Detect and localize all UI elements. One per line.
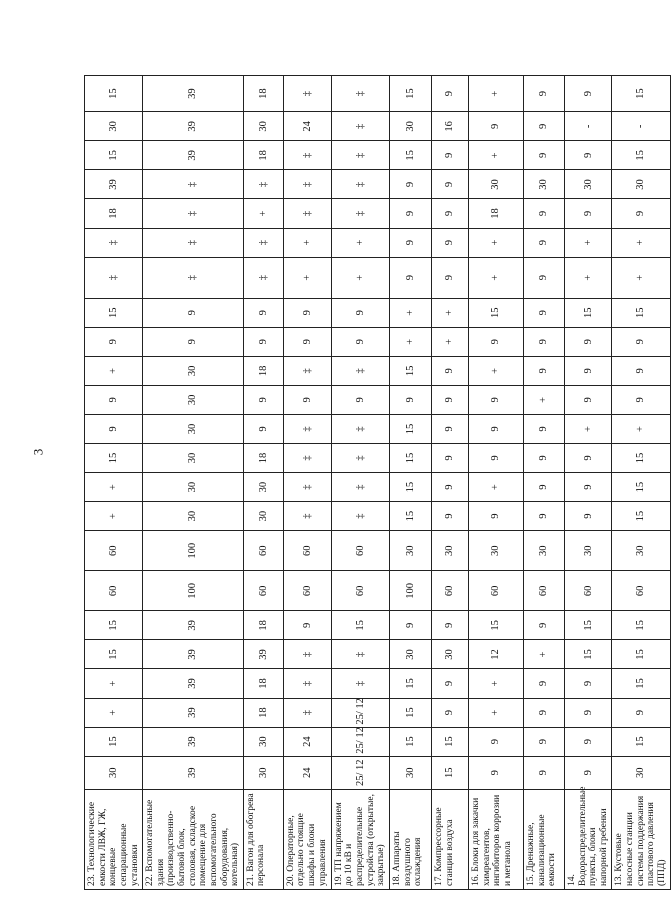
table-cell: ‡ bbox=[331, 76, 389, 112]
table-cell: 30 bbox=[143, 385, 244, 414]
table-cell: ‡ bbox=[143, 228, 244, 257]
table-cell: 9 bbox=[143, 327, 244, 356]
table-cell: 9 bbox=[523, 444, 564, 473]
table-cell: 9 bbox=[564, 385, 612, 414]
table-cell: 9 bbox=[523, 502, 564, 531]
table-cell: ‡ bbox=[331, 502, 389, 531]
table-cell: 9 bbox=[468, 414, 523, 443]
table-cell: 100 bbox=[143, 531, 244, 571]
table-cell: ‡ bbox=[331, 356, 389, 385]
table-cell: 30 bbox=[243, 756, 283, 789]
table-cell: 9 bbox=[468, 444, 523, 473]
table-cell: 9 bbox=[564, 356, 612, 385]
table-cell: 30 bbox=[431, 531, 468, 571]
table-cell: ‡ bbox=[283, 640, 331, 669]
table-cell: 39 bbox=[85, 170, 143, 199]
table-cell: + bbox=[283, 228, 331, 257]
table-cell: 15 bbox=[612, 611, 670, 640]
table-cell: 15 bbox=[85, 444, 143, 473]
table-row bbox=[331, 76, 389, 890]
page-number: 3 bbox=[30, 448, 46, 456]
table-cell: 30 bbox=[389, 640, 431, 669]
table-cell: 15 bbox=[85, 640, 143, 669]
table-cell: 9 bbox=[523, 669, 564, 698]
row-label: 19. ТП напряжением до 10 кВ и распределительные устройства (открытые, закрытые) bbox=[331, 789, 389, 889]
table-cell: 30 bbox=[143, 502, 244, 531]
table-cell: 9 bbox=[523, 112, 564, 141]
table-cell: 60 bbox=[331, 531, 389, 571]
rotated-sheet bbox=[84, 75, 667, 890]
rotated-table-wrapper bbox=[84, 75, 667, 890]
table-row bbox=[431, 76, 468, 890]
table-cell: 9 bbox=[564, 502, 612, 531]
table-cell: ‡ bbox=[331, 170, 389, 199]
table-cell: 9 bbox=[564, 727, 612, 756]
table-cell: 9 bbox=[431, 385, 468, 414]
table-cell: 30 bbox=[564, 531, 612, 571]
table-cell: 15 bbox=[389, 414, 431, 443]
table-cell: 9 bbox=[283, 611, 331, 640]
table-cell: 15 bbox=[85, 141, 143, 170]
table-cell: 9 bbox=[564, 756, 612, 789]
table-cell: ‡ bbox=[331, 669, 389, 698]
table-cell: 9 bbox=[564, 199, 612, 228]
table-cell: 25/ 12 bbox=[331, 727, 389, 756]
table-cell: 9 bbox=[85, 327, 143, 356]
table-cell: 30 bbox=[85, 112, 143, 141]
table-row bbox=[564, 76, 612, 890]
table-cell: 100 bbox=[143, 571, 244, 611]
table-cell: 9 bbox=[612, 199, 670, 228]
table-cell: ‡ bbox=[283, 199, 331, 228]
table-cell: 30 bbox=[564, 170, 612, 199]
table-cell: ‡ bbox=[243, 257, 283, 298]
table-cell: ‡ bbox=[331, 473, 389, 502]
row-label: 13. Кустовые насосные станции системы поддержания пластового давления (ППД) bbox=[612, 789, 670, 889]
table-cell: 15 bbox=[389, 444, 431, 473]
table-cell: 15 bbox=[564, 298, 612, 327]
table-cell: 18 bbox=[243, 76, 283, 112]
table-cell: + bbox=[564, 414, 612, 443]
table-cell: 9 bbox=[468, 327, 523, 356]
table-cell: 60 bbox=[431, 571, 468, 611]
table-cell: 15 bbox=[612, 298, 670, 327]
table-cell: 60 bbox=[283, 571, 331, 611]
table-cell: 9 bbox=[243, 327, 283, 356]
table-cell: 9 bbox=[564, 327, 612, 356]
table-cell: 15 bbox=[389, 669, 431, 698]
row-label: 17. Компрессорные станции воздуха bbox=[431, 789, 468, 889]
table-cell: ‡ bbox=[283, 669, 331, 698]
table-cell: 39 bbox=[143, 698, 244, 727]
table-row bbox=[523, 76, 564, 890]
table-cell: 9 bbox=[431, 170, 468, 199]
table-cell: 9 bbox=[431, 611, 468, 640]
table-cell: ‡ bbox=[331, 414, 389, 443]
table-cell: 30 bbox=[523, 531, 564, 571]
table-cell: 15 bbox=[612, 76, 670, 112]
table-cell: 18 bbox=[243, 669, 283, 698]
row-label: 14. Водораспределительные пункты, блоки напорной гребенки bbox=[564, 789, 612, 889]
table-cell: 9 bbox=[431, 257, 468, 298]
table-row bbox=[468, 76, 523, 890]
table-cell: 15 bbox=[389, 76, 431, 112]
table-cell: 9 bbox=[431, 473, 468, 502]
table-cell: 60 bbox=[243, 531, 283, 571]
table-cell: 18 bbox=[243, 444, 283, 473]
table-cell: 30 bbox=[143, 414, 244, 443]
table-cell: 15 bbox=[612, 669, 670, 698]
table-cell: ‡ bbox=[283, 141, 331, 170]
row-label: 18. Аппараты воздушного охлаждения bbox=[389, 789, 431, 889]
table-cell: 9 bbox=[612, 327, 670, 356]
table-cell: ‡ bbox=[283, 414, 331, 443]
table-cell: 9 bbox=[431, 669, 468, 698]
table-cell: 60 bbox=[523, 571, 564, 611]
table-cell: + bbox=[283, 257, 331, 298]
table-cell: 9 bbox=[468, 112, 523, 141]
table-cell: 9 bbox=[523, 141, 564, 170]
table-cell: 9 bbox=[523, 228, 564, 257]
table-cell: + bbox=[85, 502, 143, 531]
table-cell: 9 bbox=[523, 199, 564, 228]
table-row bbox=[85, 76, 143, 890]
table-cell: 39 bbox=[143, 669, 244, 698]
table-cell: 9 bbox=[523, 473, 564, 502]
table-cell: + bbox=[389, 298, 431, 327]
table-cell: 9 bbox=[431, 356, 468, 385]
table-cell: ‡ bbox=[243, 170, 283, 199]
table-cell: 9 bbox=[523, 327, 564, 356]
row-label: 16. Блоки для закачки химреагентов, ингибиторов коррозии и метанола bbox=[468, 789, 523, 889]
table-cell: ‡ bbox=[143, 199, 244, 228]
table-cell: 15 bbox=[564, 640, 612, 669]
table-cell: 39 bbox=[143, 112, 244, 141]
table-cell: 15 bbox=[85, 76, 143, 112]
table-cell: + bbox=[85, 669, 143, 698]
table-cell: 24 bbox=[283, 112, 331, 141]
table-cell: 9 bbox=[523, 356, 564, 385]
table-cell: 39 bbox=[143, 756, 244, 789]
table-cell: 9 bbox=[431, 141, 468, 170]
table-cell: 15 bbox=[612, 141, 670, 170]
table-cell: + bbox=[564, 228, 612, 257]
table-cell: 9 bbox=[243, 298, 283, 327]
table-cell: - bbox=[564, 112, 612, 141]
table-cell: 15 bbox=[85, 611, 143, 640]
table-cell: 9 bbox=[431, 76, 468, 112]
table-cell: 15 bbox=[389, 502, 431, 531]
table-cell: ‡ bbox=[283, 356, 331, 385]
table-cell: ‡ bbox=[283, 698, 331, 727]
table-row bbox=[283, 76, 331, 890]
table-cell: 15 bbox=[85, 727, 143, 756]
table-cell: 18 bbox=[243, 356, 283, 385]
table-cell: 15 bbox=[389, 473, 431, 502]
table-cell: 18 bbox=[243, 611, 283, 640]
table-cell: 18 bbox=[468, 199, 523, 228]
table-cell: 9 bbox=[523, 76, 564, 112]
table-cell: 60 bbox=[283, 531, 331, 571]
table-cell: ‡ bbox=[331, 640, 389, 669]
table-cell: 9 bbox=[431, 228, 468, 257]
table-cell: 9 bbox=[431, 414, 468, 443]
table-cell: 9 bbox=[283, 298, 331, 327]
table-cell: + bbox=[612, 414, 670, 443]
table-cell: 9 bbox=[243, 414, 283, 443]
table-cell: 9 bbox=[612, 385, 670, 414]
table-cell: + bbox=[564, 257, 612, 298]
table-cell: 30 bbox=[85, 756, 143, 789]
row-label: 15. Дренажные, канализационные емкости bbox=[523, 789, 564, 889]
table-cell: 15 bbox=[612, 727, 670, 756]
table-cell: 30 bbox=[243, 727, 283, 756]
table-cell: 9 bbox=[564, 698, 612, 727]
table-cell: 9 bbox=[331, 327, 389, 356]
table-cell: 39 bbox=[243, 640, 283, 669]
table-cell: + bbox=[468, 356, 523, 385]
table-cell: 9 bbox=[523, 756, 564, 789]
table-cell: + bbox=[431, 298, 468, 327]
table-cell: 15 bbox=[389, 356, 431, 385]
table-cell: 9 bbox=[523, 298, 564, 327]
table-cell: 9 bbox=[389, 228, 431, 257]
table-cell: 15 bbox=[389, 698, 431, 727]
table-cell: + bbox=[389, 327, 431, 356]
table-cell: ‡ bbox=[283, 473, 331, 502]
table-cell: + bbox=[468, 228, 523, 257]
table-cell: 15 bbox=[431, 756, 468, 789]
table-cell: 15 bbox=[331, 611, 389, 640]
table-cell: 9 bbox=[331, 385, 389, 414]
table-cell: 100 bbox=[389, 571, 431, 611]
table-cell: 15 bbox=[612, 502, 670, 531]
table-cell: 9 bbox=[523, 698, 564, 727]
table-cell: 9 bbox=[431, 698, 468, 727]
table-cell: + bbox=[468, 257, 523, 298]
table-cell: 60 bbox=[564, 571, 612, 611]
table-cell: - bbox=[612, 112, 670, 141]
table-cell: 9 bbox=[523, 414, 564, 443]
table-cell: 15 bbox=[389, 141, 431, 170]
table-cell: 60 bbox=[331, 571, 389, 611]
table-cell: 30 bbox=[389, 531, 431, 571]
table-cell: 24 bbox=[283, 727, 331, 756]
table-cell: 60 bbox=[85, 531, 143, 571]
table-cell: + bbox=[85, 356, 143, 385]
table-cell: + bbox=[468, 698, 523, 727]
table-row bbox=[143, 76, 244, 890]
table-cell: + bbox=[468, 669, 523, 698]
table-cell: + bbox=[331, 257, 389, 298]
table-cell: + bbox=[468, 473, 523, 502]
table-cell: 9 bbox=[431, 199, 468, 228]
table-cell: + bbox=[85, 698, 143, 727]
table-cell: ‡ bbox=[331, 141, 389, 170]
table-cell: 9 bbox=[243, 385, 283, 414]
table-cell: 30 bbox=[523, 170, 564, 199]
table-cell: 15 bbox=[612, 444, 670, 473]
table-cell: 9 bbox=[564, 76, 612, 112]
table-cell: 9 bbox=[431, 502, 468, 531]
table-cell: ‡ bbox=[243, 228, 283, 257]
table-cell: 9 bbox=[612, 698, 670, 727]
table-cell: 15 bbox=[564, 611, 612, 640]
table-cell: 9 bbox=[389, 257, 431, 298]
table-cell: 39 bbox=[143, 141, 244, 170]
table-cell: + bbox=[431, 327, 468, 356]
table-cell: + bbox=[468, 76, 523, 112]
table-cell: 9 bbox=[612, 356, 670, 385]
table-cell: 30 bbox=[243, 473, 283, 502]
table-cell: 15 bbox=[468, 298, 523, 327]
table-cell: ‡ bbox=[85, 257, 143, 298]
table-cell: 30 bbox=[468, 531, 523, 571]
table-cell: 15 bbox=[612, 640, 670, 669]
table-cell: 9 bbox=[389, 611, 431, 640]
table-cell: 39 bbox=[143, 727, 244, 756]
table-cell: 9 bbox=[85, 414, 143, 443]
table-cell: 9 bbox=[389, 385, 431, 414]
table-cell: + bbox=[331, 228, 389, 257]
table-cell: ‡ bbox=[331, 112, 389, 141]
table-cell: 30 bbox=[431, 640, 468, 669]
table-cell: 30 bbox=[468, 170, 523, 199]
table-cell: 30 bbox=[612, 531, 670, 571]
table-cell: 39 bbox=[143, 640, 244, 669]
table-cell: 9 bbox=[283, 327, 331, 356]
table-cell: 30 bbox=[143, 444, 244, 473]
table-cell: 9 bbox=[564, 444, 612, 473]
table-cell: 9 bbox=[523, 611, 564, 640]
table-cell: 30 bbox=[243, 502, 283, 531]
table-cell: 9 bbox=[431, 444, 468, 473]
table-cell: ‡ bbox=[283, 444, 331, 473]
table-cell: 9 bbox=[564, 669, 612, 698]
table-cell: 9 bbox=[468, 756, 523, 789]
table-cell: 24 bbox=[283, 756, 331, 789]
table-cell: 60 bbox=[468, 571, 523, 611]
table-cell: ‡ bbox=[331, 199, 389, 228]
row-label: 22. Вспомогательные здания (производственно-бытовой блок, столовая, складское помещение для вспомогательного оборудования, котельная) bbox=[143, 789, 244, 889]
table-cell: 39 bbox=[143, 76, 244, 112]
table-cell: 30 bbox=[143, 356, 244, 385]
table-row bbox=[612, 76, 670, 890]
table-row bbox=[243, 76, 283, 890]
table-cell: 30 bbox=[612, 170, 670, 199]
table-cell: 30 bbox=[243, 112, 283, 141]
table-cell: + bbox=[243, 199, 283, 228]
table-cell: + bbox=[523, 640, 564, 669]
table-cell: + bbox=[612, 228, 670, 257]
table-cell: 30 bbox=[389, 756, 431, 789]
table-cell: 15 bbox=[389, 727, 431, 756]
table-cell: 60 bbox=[612, 571, 670, 611]
table-cell: ‡ bbox=[283, 76, 331, 112]
table-cell: 18 bbox=[243, 698, 283, 727]
table-cell: 18 bbox=[243, 141, 283, 170]
row-label: 21. Вагон для обогрева персонала bbox=[243, 789, 283, 889]
table-cell: 9 bbox=[468, 502, 523, 531]
table-cell: 25/ 12 bbox=[331, 756, 389, 789]
table-cell: 9 bbox=[85, 385, 143, 414]
table-cell: 12 bbox=[468, 640, 523, 669]
table-cell: 30 bbox=[143, 473, 244, 502]
table-cell: 39 bbox=[143, 611, 244, 640]
row-label: 20. Операторные, отдельно стоящие шкафы и блоки управления bbox=[283, 789, 331, 889]
table-cell: + bbox=[85, 473, 143, 502]
table-cell: + bbox=[523, 385, 564, 414]
table-cell: 60 bbox=[85, 571, 143, 611]
table-cell: 15 bbox=[468, 611, 523, 640]
table-cell: 9 bbox=[331, 298, 389, 327]
table-cell: ‡ bbox=[283, 170, 331, 199]
table-cell: + bbox=[612, 257, 670, 298]
table-cell: ‡ bbox=[331, 444, 389, 473]
table-cell: 9 bbox=[143, 298, 244, 327]
table-cell: 16 bbox=[431, 112, 468, 141]
table-row bbox=[389, 76, 431, 890]
table-cell: 9 bbox=[523, 727, 564, 756]
table-cell: ‡ bbox=[143, 257, 244, 298]
table-cell: 9 bbox=[468, 727, 523, 756]
row-label: 23. Технологические емкости ЛВЖ, ГЖ, концевые сепарационные установки bbox=[85, 789, 143, 889]
table-cell: 30 bbox=[612, 756, 670, 789]
table-cell: 9 bbox=[389, 199, 431, 228]
table-cell: ‡ bbox=[85, 228, 143, 257]
table-cell: 9 bbox=[523, 257, 564, 298]
table-cell: 30 bbox=[389, 112, 431, 141]
table-cell: + bbox=[468, 141, 523, 170]
table-cell: 9 bbox=[283, 385, 331, 414]
table-cell: 25/ 12 bbox=[331, 698, 389, 727]
table-cell: ‡ bbox=[143, 170, 244, 199]
table-cell: 9 bbox=[564, 141, 612, 170]
table-cell: 60 bbox=[243, 571, 283, 611]
table-cell: 9 bbox=[564, 473, 612, 502]
table-cell: 9 bbox=[389, 170, 431, 199]
table-cell: 15 bbox=[431, 727, 468, 756]
table-cell: 18 bbox=[85, 199, 143, 228]
distance-table bbox=[84, 75, 671, 890]
table-cell: 15 bbox=[85, 298, 143, 327]
table-body bbox=[85, 76, 671, 890]
table-cell: ‡ bbox=[283, 502, 331, 531]
table-cell: 9 bbox=[468, 385, 523, 414]
table-cell: 15 bbox=[612, 473, 670, 502]
